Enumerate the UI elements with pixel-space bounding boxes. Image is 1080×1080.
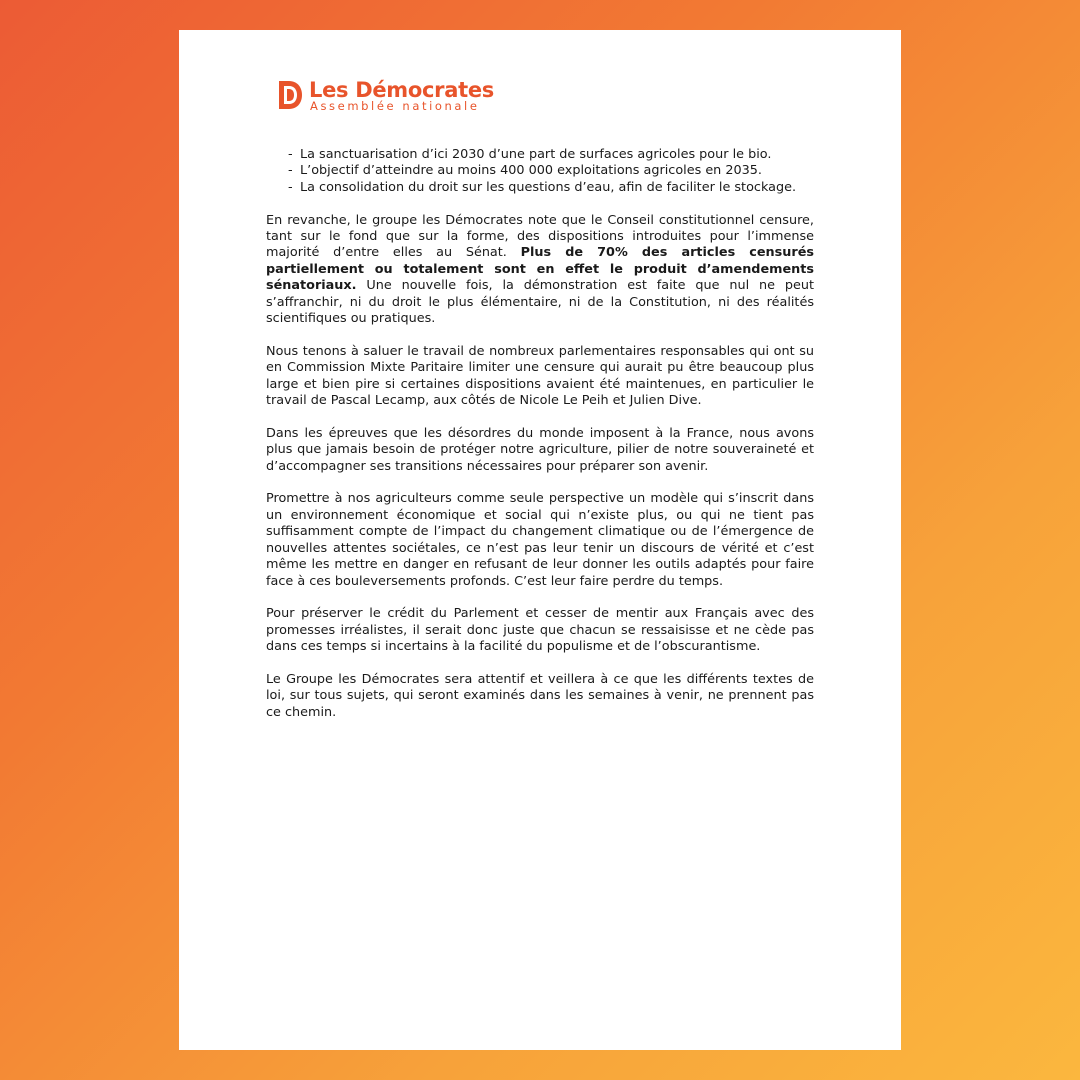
emphasized-text: Plus de 70% des articles censurés partiellement ou totalement sont en effet le produit d’amendements sénatoriaux. [266, 245, 815, 294]
paragraph-conclusion: Le Groupe les Démocrates sera attentif et veillera à ce que les différents textes de loi, sur tous sujets, qui seront examinés dans les semaines à venir, ne prennent pas ce chemin. [266, 671, 814, 720]
paragraph-text: Une nouvelle fois, la démonstration est faite que nul ne peut s’affranchir, ni du droit le plus élémentaire, ni de la Constitution, ni des réalités scientifiques ou pratiques. [266, 278, 814, 327]
list-item: - L’objectif d’atteindre au moins 400 000 exploitations agricoles en 2035. [288, 163, 814, 179]
paragraph-text: En revanche, le groupe les Démocrates note que le Conseil constitutionnel censure, tant sur le fond que sur la forme, des dispositions introduites pour l’immense majorité d’entre elles au Sénat. [266, 212, 814, 261]
paragraph-parlement: Pour préserver le crédit du Parlement et cesser de mentir aux Français avec des promesses irréalistes, il serait donc juste que chacun se ressaisisse et ne cède pas dans ces temps si incertains à la facilité du populisme et de l’obscurantisme. [266, 606, 814, 655]
logo-subtitle: Assemblée nationale [310, 99, 480, 113]
paragraph-perspective: Promettre à nos agriculteurs comme seule perspective un modèle qui s’inscrit dans un environnement économique et social qui n’existe plus, ou qui ne tient pas suffisamment compte de l’impact du changement climatique ou de l’émergence de nouvelles attentes sociétales, ce n’est pas leur tenir un discours de vérité et c’est même les mettre en danger en refusant de leur donner les outils adaptés pour faire face à ces bouleversements profonds. C’est leur faire perdre du temps. [266, 491, 814, 589]
document-body [266, 147, 814, 721]
party-logo [277, 79, 494, 113]
paragraph-censure [266, 213, 814, 328]
democrates-logo-icon [277, 79, 304, 111]
logo-title: Les Démocrates [309, 78, 494, 102]
list-item: - La sanctuarisation d’ici 2030 d’une part de surfaces agricoles pour le bio. [288, 147, 814, 163]
paragraph-cmp: Nous tenons à saluer le travail de nombreux parlementaires responsables qui ont su en Commission Mixte Paritaire limiter une censure qui aurait pu être beaucoup plus large et bien pire si certaines dispositions avaient été maintenues, en particulier le travail de Pascal Lecamp, aux côtés de Nicole Le Peih et Julien Dive. [266, 343, 814, 409]
measures-list [266, 147, 814, 196]
list-item: - La consolidation du droit sur les questions d’eau, afin de faciliter le stockage. [288, 180, 814, 196]
document-page [179, 30, 901, 1050]
paragraph-agriculture: Dans les épreuves que les désordres du monde imposent à la France, nous avons plus que jamais besoin de protéger notre agriculture, pilier de notre souveraineté et d’accompagner ses transitions nécessaires pour préparer son avenir. [266, 425, 814, 474]
